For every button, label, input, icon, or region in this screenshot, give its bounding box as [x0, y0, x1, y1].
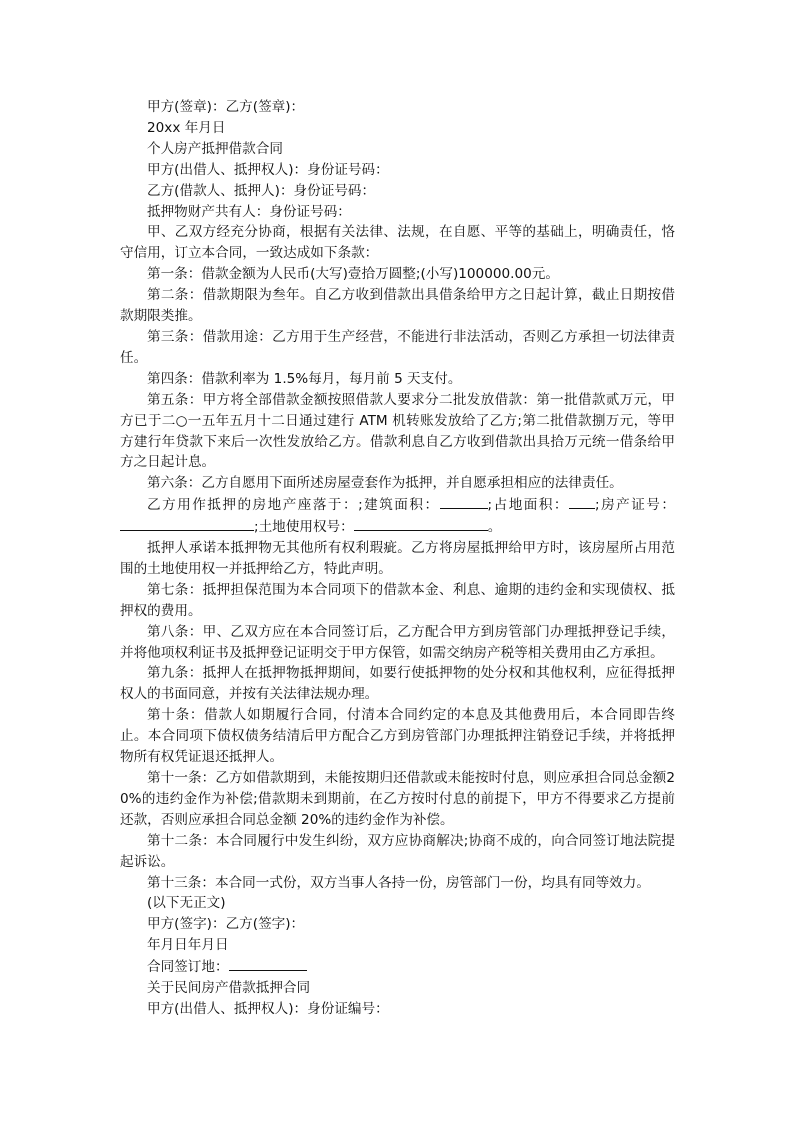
- property-details-paragraph: [120, 494, 675, 538]
- preamble-paragraph: 甲、乙双方经充分协商，根据有关法律、法规，在自愿、平等的基础上，明确责任，恪守信用，订立本合同，一致达成如下条款：: [120, 224, 675, 262]
- clause-13: 第十三条：本合同一式份，双方当事人各持一份，房管部门一份，均具有同等效力。: [147, 874, 650, 891]
- clause-10: [120, 705, 675, 768]
- clause-10-part-a: 第十条：借款人如期履行合同，付清本合同约定的本息及其他费用后，本合同即告终止。: [120, 707, 675, 745]
- clause-3: 第三条：借款用途：乙方用于生产经营，不能进行非法活动，否则乙方承担一切法律责任。: [120, 328, 675, 366]
- clause-8: 第八条：甲、乙双方应在本合同签订后，乙方配合甲方到房管部门办理抵押登记手续，并将他项权利证书及抵押登记证明交于甲方保管，如需交纳房产税等相关费用由乙方承担。: [120, 623, 675, 661]
- second-party-a-line: 甲方(出借人、抵押权人)：身份证编号：: [147, 1000, 389, 1017]
- building-area-blank: [440, 494, 488, 509]
- second-contract-title: 关于民间房产借款抵押合同: [147, 980, 311, 997]
- clause-2: 第二条：借款期限为叁年。自乙方收到借款出具借条给甲方之日起计算，截止日期按借款期限类推。: [120, 287, 675, 325]
- land-area-blank: [569, 494, 595, 509]
- land-use-blank: [354, 516, 488, 531]
- signature-date-line: 年月日年月日: [147, 937, 229, 954]
- signing-place-blank: [229, 956, 307, 971]
- contract-document: [120, 97, 675, 1020]
- land-area-label: ;占地面积：: [487, 497, 569, 514]
- co-owner-line: 抵押物财产共有人：身份证号码：: [147, 203, 351, 220]
- contract-title: 个人房产抵押借款合同: [147, 140, 283, 157]
- property-location-label: 乙方用作抵押的房地产座落于：;建筑面积：: [147, 497, 440, 514]
- clause-9: 第九条：抵押人在抵押物抵押期间，如要行使抵押物的处分权和其他权利，应征得抵押权人的书面同意，并按有关法律法规办理。: [120, 665, 675, 703]
- clause-6: 第六条：乙方自愿用下面所述房屋壹套作为抵押，并自愿承担相应的法律责任。: [147, 475, 623, 492]
- end-of-text-note: (以下无正文): [147, 895, 226, 912]
- land-use-label: ;土地使用权号：: [254, 519, 354, 536]
- clause-7: 第七条：抵押担保范围为本合同项下的借款本金、利息、逾期的违约金和实现债权、抵押权的费用。: [120, 581, 675, 619]
- clause-1: 第一条：借款金额为人民币(大写)壹拾万圆整;(小写)100000.00元。: [147, 266, 559, 283]
- clause-11: 第十一条：乙方如借款期到，未能按期归还借款或未能按时付息，则应承担合同总金额20%的违约金作为补偿;借款期未到期前，在乙方按时付息的前提下，甲方不得要求乙方提前还款，否则应承担合同总金额 20%的违约金作为补偿。: [120, 770, 675, 828]
- signing-place-label: 合同签订地：: [147, 959, 229, 976]
- property-end-mark: 。: [487, 519, 502, 536]
- pledge-statement: 抵押人承诺本抵押物无其他所有权利瑕疵。乙方将房屋抵押给甲方时，该房屋所占用范围的土地使用权一并抵押给乙方，特此声明。: [120, 540, 675, 577]
- signature-seal-line: 甲方(签章)：乙方(签章)：: [147, 99, 305, 115]
- property-cert-label: ;房产证号：: [595, 497, 675, 514]
- date-line: 20xx 年月日: [147, 119, 226, 136]
- signing-place-line: [120, 956, 675, 978]
- party-a-line: 甲方(出借人、抵押权人)：身份证号码：: [147, 161, 389, 178]
- clause-5: 第五条：甲方将全部借款金额按照借款人要求分二批发放借款：第一批借款贰万元，甲方已于二○一五年五月十二日通过建行 ATM 机转账发放给了乙方;第二批借款捌万元，等甲方建行年贷款下来后一次性发放给乙方。借款利息自乙方收到借款出具拾万元统一借条给甲方之日起计息。: [120, 391, 675, 471]
- signature-line: 甲方(签字)：乙方(签字)：: [147, 916, 305, 933]
- party-b-line: 乙方(借款人、抵押人)：身份证号码：: [147, 182, 376, 199]
- clause-4: 第四条：借款利率为 1.5%每月，每月前 5 天支付。: [147, 370, 462, 387]
- clause-10-part-b: 本合同项下债权债务结清后甲方配合乙方到房管部门办理抵押注销登记手续，并将抵押物所有权凭证退还抵押人。: [120, 728, 675, 766]
- clause-12: 第十二条：本合同履行中发生纠纷，双方应协商解决;协商不成的，向合同签订地法院提起诉讼。: [120, 832, 675, 870]
- property-cert-blank: [120, 516, 254, 531]
